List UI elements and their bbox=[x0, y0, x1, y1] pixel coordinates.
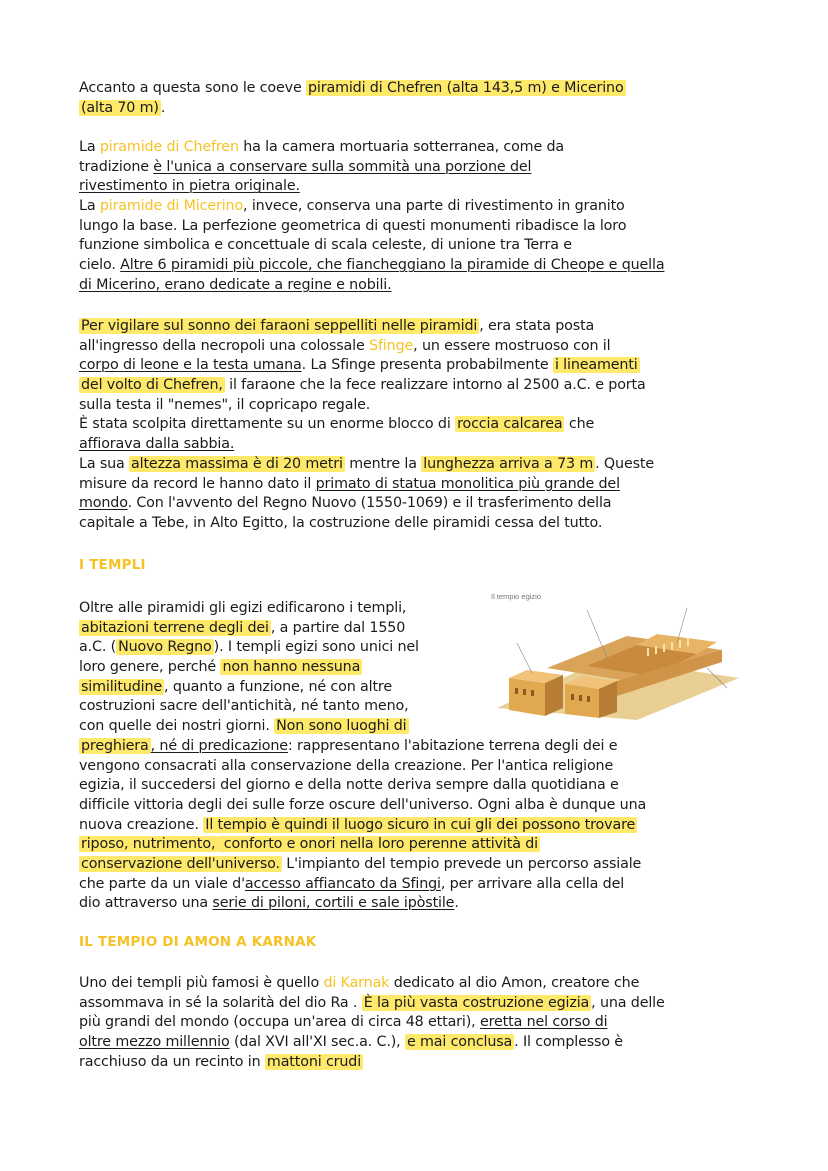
text-run: capitale a Tebe, in Alto Egitto, la costruzione delle piramidi cessa del tutto. bbox=[79, 514, 603, 531]
text-line bbox=[79, 158, 664, 178]
paragraph-sphinx bbox=[79, 317, 654, 534]
text-run: Accanto a questa sono le coeve bbox=[79, 80, 306, 96]
highlight-text: del volto di Chefren, bbox=[81, 377, 223, 394]
text-line bbox=[79, 256, 664, 276]
text-run: a.C. ( bbox=[79, 639, 117, 656]
text-run: . bbox=[454, 895, 459, 912]
text-line bbox=[79, 697, 646, 717]
text-run: egizia, il succedersi del giorno e della notte deriva sempre dalla quotidiana e bbox=[79, 777, 619, 794]
underlined-text: è l'unica a conservare sulla sommità una porzione del bbox=[153, 158, 532, 175]
text-line bbox=[79, 276, 664, 296]
highlight-text: i lineamenti bbox=[554, 357, 638, 374]
text-run: che parte da un viale d' bbox=[79, 875, 245, 892]
text-run: con quelle dei nostri giorni. bbox=[79, 718, 275, 735]
text-run: assommava in sé la solarità del dio Ra . bbox=[79, 994, 362, 1011]
text-line bbox=[79, 855, 646, 875]
highlight-text: mattoni crudi bbox=[266, 1053, 362, 1070]
text-run: funzione simbolica e concettuale di scala celeste, di unione tra Terra e bbox=[79, 237, 572, 254]
text-run: vengono consacrati alla conservazione della creazione. Per l'antica religione bbox=[79, 757, 614, 774]
text-run: lungo la base. La perfezione geometrica di questi monumenti ribadisce la loro bbox=[79, 217, 627, 234]
highlight-text: roccia calcarea bbox=[457, 416, 563, 433]
text-line bbox=[79, 177, 664, 197]
paragraph-pyramids-intro bbox=[79, 79, 626, 118]
text-run: , invece, conserva una parte di rivestimento in granito bbox=[243, 198, 625, 215]
underlined-text: oltre mezzo millennio bbox=[79, 1034, 230, 1051]
underlined-text: , né di predicazione bbox=[150, 737, 288, 754]
underlined-text: di Micerino, erano dedicate a regine e nobili. bbox=[79, 276, 392, 293]
highlight-text: conservazione dell'universo. bbox=[81, 855, 280, 872]
text-line bbox=[79, 79, 626, 99]
text-run: La bbox=[79, 198, 100, 215]
highlight-text: lunghezza arriva a 73 m bbox=[423, 455, 594, 472]
accent-text: piramide di Chefren bbox=[99, 139, 239, 155]
text-line bbox=[79, 974, 665, 994]
text-line bbox=[79, 994, 665, 1014]
text-run: misure da record le hanno dato il bbox=[79, 475, 316, 492]
highlight-text: Non sono luoghi di bbox=[276, 718, 407, 735]
text-run: La sua bbox=[79, 455, 130, 472]
underlined-text: accesso affiancato da Sfingi bbox=[244, 875, 441, 892]
text-run: . La Sfinge presenta probabilmente bbox=[301, 357, 553, 374]
section-heading-karnak: IL TEMPIO DI AMON A KARNAK bbox=[79, 934, 317, 950]
underlined-text: eretta nel corso di bbox=[479, 1014, 608, 1031]
text-run: : rappresentano l'abitazione terrena degli dei e bbox=[287, 737, 618, 754]
text-line bbox=[79, 776, 646, 796]
text-run: all'ingresso della necropoli una colossale bbox=[79, 337, 370, 354]
text-run: tradizione bbox=[79, 158, 154, 175]
text-run: , quanto a funzione, né con altre bbox=[164, 678, 392, 695]
highlight-text: similitudine bbox=[81, 678, 163, 695]
text-line bbox=[79, 337, 654, 357]
underlined-text: rivestimento in pietra originale. bbox=[79, 178, 300, 195]
accent-text: di Karnak bbox=[323, 975, 390, 991]
highlight-text: conforto e onori nella loro perenne attività di bbox=[219, 836, 538, 853]
text-line bbox=[79, 396, 654, 416]
underlined-text: Altre 6 piramidi più piccole, che fiancheggiano la piramide di Cheope e quella bbox=[120, 257, 665, 274]
highlight-text: e mai conclusa bbox=[406, 1034, 513, 1051]
text-run: costruzioni sacre dell'antichità, né tanto meno, bbox=[79, 698, 409, 715]
text-line bbox=[79, 455, 654, 475]
text-run: , una delle bbox=[591, 994, 665, 1011]
underlined-text: affiorava dalla sabbia. bbox=[79, 436, 235, 453]
underlined-text: serie di piloni, cortili e sale ipòstile bbox=[212, 895, 455, 912]
highlight-text: Per vigilare sul sonno dei faraoni seppelliti nelle piramidi bbox=[81, 318, 478, 334]
text-run: cielo. bbox=[79, 257, 121, 274]
text-line bbox=[79, 717, 646, 737]
text-line bbox=[79, 236, 664, 256]
text-run: nuova creazione. bbox=[79, 816, 204, 833]
text-line bbox=[79, 894, 646, 914]
underlined-text: mondo bbox=[79, 495, 128, 512]
text-line bbox=[79, 514, 654, 534]
text-run: Oltre alle piramidi gli egizi edificarono i templi, bbox=[79, 600, 407, 616]
section-heading-templi: I TEMPLI bbox=[79, 557, 146, 573]
highlight-text: riposo, nutrimento, bbox=[81, 836, 216, 853]
text-line bbox=[79, 1013, 665, 1033]
accent-text: Sfinge bbox=[369, 337, 414, 354]
highlight-text: Il tempio è quindi il luogo sicuro in cui gli dei possono trovare bbox=[205, 816, 636, 833]
text-line bbox=[79, 737, 646, 757]
text-line bbox=[79, 835, 646, 855]
highlight-text: abitazioni terrene degli dei bbox=[81, 619, 269, 636]
highlight-text: Nuovo Regno bbox=[118, 639, 212, 656]
text-line bbox=[79, 415, 654, 435]
text-run: È stata scolpita direttamente su un enorme blocco di bbox=[79, 416, 456, 433]
text-run: . Con l'avvento del Regno Nuovo (1550-1069) e il trasferimento della bbox=[127, 495, 612, 512]
text-line bbox=[79, 678, 646, 698]
text-line bbox=[79, 197, 664, 217]
text-line bbox=[79, 475, 654, 495]
text-run: loro genere, perché bbox=[79, 659, 221, 676]
text-line bbox=[79, 638, 646, 658]
text-line bbox=[79, 619, 646, 639]
text-line bbox=[79, 796, 646, 816]
text-run: L'impianto del tempio prevede un percorso assiale bbox=[281, 855, 642, 872]
text-run: . Queste bbox=[595, 455, 654, 472]
text-line bbox=[79, 658, 646, 678]
underlined-text: primato di statua monolitica più grande del bbox=[315, 475, 620, 492]
text-run: (dal XVI all'XI sec.a. C.), bbox=[229, 1034, 405, 1051]
text-line bbox=[79, 317, 654, 337]
text-line bbox=[79, 599, 646, 619]
highlight-text: altezza massima è di 20 metri bbox=[131, 455, 343, 472]
text-run: che bbox=[564, 416, 595, 433]
figure-caption: Il tempio egizio bbox=[491, 592, 542, 601]
paragraph-karnak bbox=[79, 974, 665, 1072]
text-run: La bbox=[79, 139, 100, 155]
paragraph-chefren-micerino bbox=[79, 138, 664, 296]
text-run: , era stata posta bbox=[479, 318, 595, 334]
text-line bbox=[79, 494, 654, 514]
text-line bbox=[79, 435, 654, 455]
text-run: il faraone che la fece realizzare intorno al 2500 a.C. e porta bbox=[224, 377, 646, 394]
text-run: , per arrivare alla cella del bbox=[440, 875, 625, 892]
text-line bbox=[79, 376, 654, 396]
text-run: mentre la bbox=[344, 455, 422, 472]
text-line bbox=[79, 99, 626, 119]
text-run: difficile vittoria degli dei sulle forze oscure dell'universo. Ogni alba è dunque una bbox=[79, 796, 647, 813]
accent-text: piramide di Micerino bbox=[99, 198, 244, 215]
text-line bbox=[79, 356, 654, 376]
text-line bbox=[79, 875, 646, 895]
text-run: Uno dei templi più famosi è quello bbox=[79, 975, 324, 991]
text-line bbox=[79, 217, 664, 237]
highlight-text: non hanno nessuna bbox=[222, 659, 361, 676]
text-line bbox=[79, 1033, 665, 1053]
highlight-text: (alta 70 m) bbox=[81, 99, 159, 116]
paragraph-temples bbox=[79, 599, 646, 914]
text-run: , a partire dal 1550 bbox=[270, 619, 406, 636]
text-run: sulla testa il "nemes", il copricapo regale. bbox=[79, 396, 371, 413]
text-run: più grandi del mondo (occupa un'area di circa 48 ettari), bbox=[79, 1014, 480, 1031]
text-line bbox=[79, 1053, 665, 1073]
text-run: ). I templi egizi sono unici nel bbox=[213, 639, 419, 656]
text-line bbox=[79, 816, 646, 836]
text-run: . bbox=[160, 99, 166, 116]
text-line bbox=[79, 757, 646, 777]
text-line bbox=[79, 138, 664, 158]
text-run: dio attraverso una bbox=[79, 895, 213, 912]
highlight-text: preghiera bbox=[81, 737, 149, 754]
text-run: dedicato al dio Amon, creatore che bbox=[389, 975, 640, 991]
text-run: . Il complesso è bbox=[514, 1034, 623, 1051]
highlight-text: È la più vasta costruzione egizia bbox=[363, 994, 590, 1011]
text-run: racchiuso da un recinto in bbox=[79, 1053, 265, 1070]
highlight-text: piramidi di Chefren (alta 143,5 m) e Micerino bbox=[307, 80, 624, 96]
underlined-text: corpo di leone e la testa umana bbox=[79, 357, 302, 374]
text-run: ha la camera mortuaria sotterranea, come da bbox=[238, 139, 565, 155]
text-run: , un essere mostruoso con il bbox=[413, 337, 611, 354]
